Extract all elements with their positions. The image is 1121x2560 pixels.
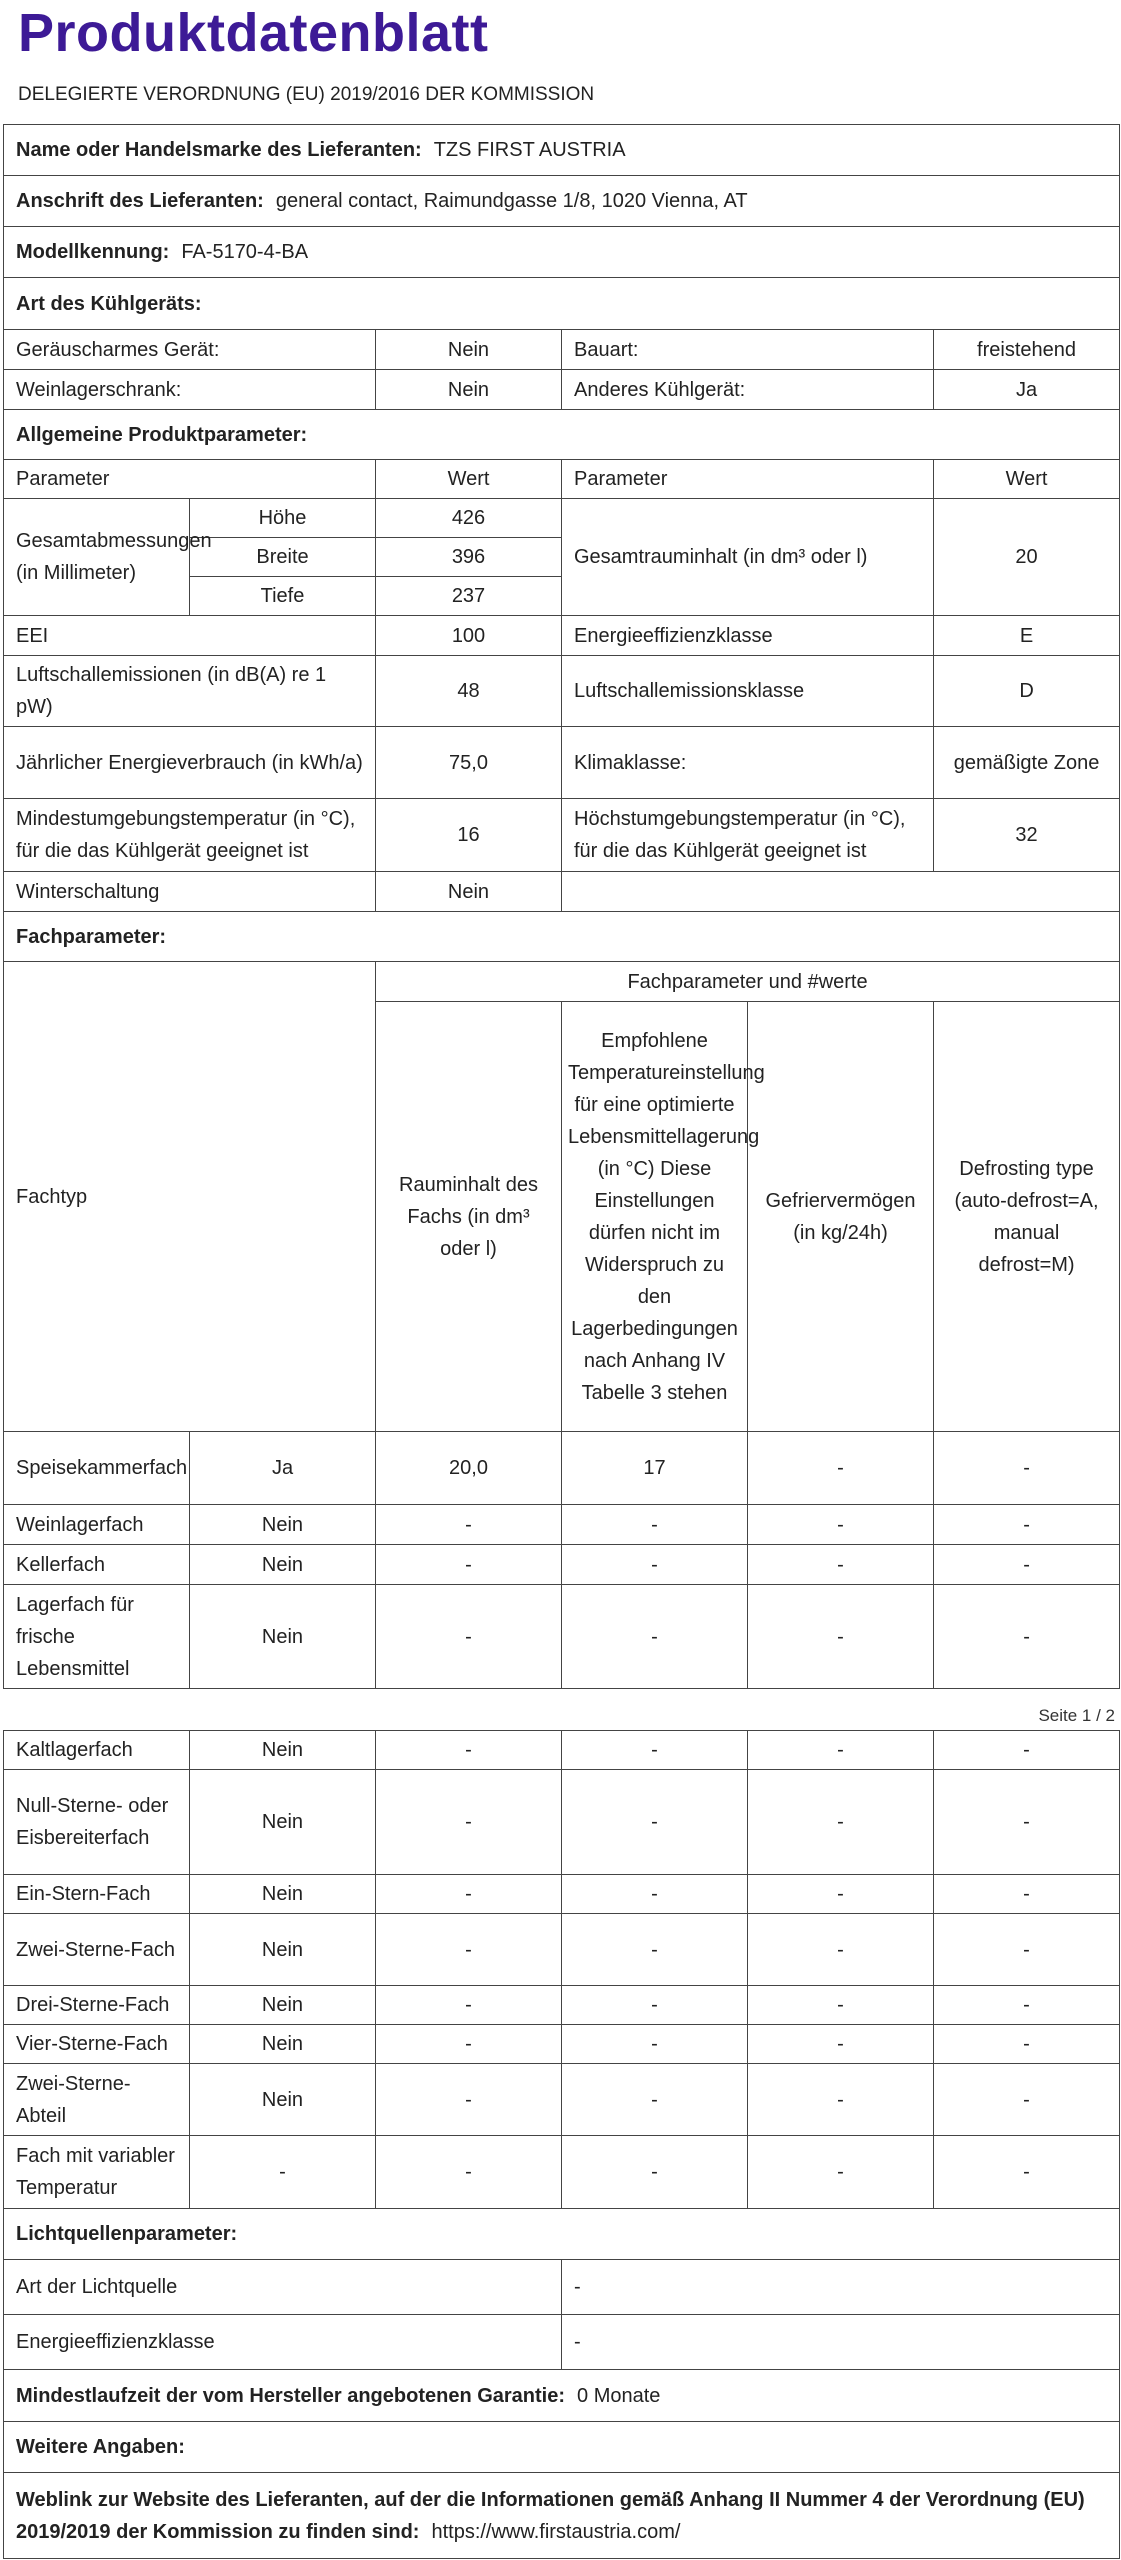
compartment-name: Speisekammerfach xyxy=(4,1432,190,1505)
compartments-group-header-row xyxy=(4,962,1120,1002)
appliance-type-row-2 xyxy=(4,370,1120,410)
min-temp-value: 16 xyxy=(376,799,562,872)
compartment-temperature: - xyxy=(562,1545,748,1585)
quiet-appliance-value: Nein xyxy=(376,330,562,370)
general-params-header-row xyxy=(4,460,1120,499)
compartment-freezing: - xyxy=(748,1986,934,2025)
compartment-defrost: - xyxy=(934,1914,1120,1986)
compartment-name: Weinlagerfach xyxy=(4,1505,190,1545)
dimensions-label: Gesamtabmessungen (in Millimeter) xyxy=(4,499,190,616)
winter-value: Nein xyxy=(376,872,562,912)
compartment-name: Zwei-Sterne-Abteil xyxy=(4,2064,190,2136)
product-sheet-table-page2 xyxy=(3,1730,1120,2559)
eei-value: 100 xyxy=(376,616,562,656)
compartment-volume: - xyxy=(376,2025,562,2064)
table-row xyxy=(4,2136,1120,2209)
consumption-row xyxy=(4,727,1120,799)
table-row xyxy=(4,1770,1120,1875)
compartment-present: - xyxy=(190,2136,376,2209)
compartment-present: Nein xyxy=(190,1875,376,1914)
energy-class-value: E xyxy=(934,616,1120,656)
compartment-freezing: - xyxy=(748,2136,934,2209)
compartment-temperature: - xyxy=(562,1585,748,1689)
wine-cabinet-label: Weinlagerschrank: xyxy=(4,370,376,410)
warranty-label: Mindestlaufzeit der vom Hersteller angebotenen Garantie: xyxy=(16,2384,566,2407)
ambient-temp-row xyxy=(4,799,1120,872)
compartment-defrost: - xyxy=(934,2025,1120,2064)
compartment-name: Fach mit variabler Temperatur xyxy=(4,2136,190,2209)
compartment-defrost: - xyxy=(934,1986,1120,2025)
table-row xyxy=(4,1432,1120,1505)
width-value: 396 xyxy=(376,538,562,577)
page-number: Seite 1 / 2 xyxy=(1038,1706,1115,1725)
supplier-address-value: general contact, Raimundgasse 1/8, 1020 Vienna, AT xyxy=(275,190,748,212)
compartment-present: Ja xyxy=(190,1432,376,1505)
compartment-temperature: - xyxy=(562,1986,748,2025)
table-row xyxy=(4,1545,1120,1585)
compartment-name: Lagerfach für frische Lebensmittel xyxy=(4,1585,190,1689)
compartment-freezing: - xyxy=(748,1505,934,1545)
compartment-defrost: - xyxy=(934,1432,1120,1505)
compartment-volume: - xyxy=(376,1875,562,1914)
compartment-present: Nein xyxy=(190,1505,376,1545)
param-header-left: Parameter xyxy=(4,460,376,499)
depth-value: 237 xyxy=(376,577,562,616)
climate-class-label: Klimaklasse: xyxy=(562,727,934,799)
compartment-name: Null-Sterne- oder Eisbereiterfach xyxy=(4,1770,190,1875)
height-value: 426 xyxy=(376,499,562,538)
quiet-appliance-label: Geräuscharmes Gerät: xyxy=(4,330,376,370)
compartment-volume: - xyxy=(376,1986,562,2025)
compartment-temperature: - xyxy=(562,1731,748,1770)
consumption-label: Jährlicher Energieverbrauch (in kWh/a) xyxy=(4,727,376,799)
noise-label: Luftschallemissionen (in dB(A) re 1 pW) xyxy=(4,656,376,727)
compartment-present: Nein xyxy=(190,1986,376,2025)
compartment-name: Kellerfach xyxy=(4,1545,190,1585)
compartment-volume: - xyxy=(376,2136,562,2209)
weblink-url[interactable]: https://www.firstaustria.com/ xyxy=(431,2520,681,2543)
compartment-defrost: - xyxy=(934,1505,1120,1545)
supplier-name-row xyxy=(4,125,1120,176)
further-info-heading: Weitere Angaben: xyxy=(4,2422,1120,2473)
table-row xyxy=(4,1914,1120,1986)
compartment-present: Nein xyxy=(190,2025,376,2064)
compartment-freezing: - xyxy=(748,2025,934,2064)
table-row xyxy=(4,1731,1120,1770)
winter-row xyxy=(4,872,1120,912)
climate-class-value: gemäßigte Zone xyxy=(934,727,1120,799)
model-value: FA-5170-4-BA xyxy=(181,241,309,263)
weblink-label: Weblink zur Website des Lieferanten, auf der die Informationen gemäß Anhang II Nummer 4 der Verordnung (EU) 2019/2019 der Kommission zu finden sind: xyxy=(16,2488,1085,2543)
compartment-temperature: 17 xyxy=(562,1432,748,1505)
compartment-freezing: - xyxy=(748,1432,934,1505)
appliance-type-heading: Art des Kühlgeräts: xyxy=(4,278,1120,330)
param-header-right: Parameter xyxy=(562,460,934,499)
compartment-temperature: - xyxy=(562,2025,748,2064)
col-header-volume: Rauminhalt des Fachs (in dm³ oder l) xyxy=(376,1002,562,1432)
compartment-volume: - xyxy=(376,1585,562,1689)
supplier-name-value: TZS FIRST AUSTRIA xyxy=(433,139,626,161)
compartment-freezing: - xyxy=(748,2064,934,2136)
supplier-name-label: Name oder Handelsmarke des Lieferanten: xyxy=(16,139,422,161)
light-source-heading: Lichtquellenparameter: xyxy=(4,2209,1120,2260)
width-label: Breite xyxy=(190,538,376,577)
compartment-volume: - xyxy=(376,1545,562,1585)
consumption-value: 75,0 xyxy=(376,727,562,799)
compartment-name: Zwei-Sterne-Fach xyxy=(4,1914,190,1986)
compartment-freezing: - xyxy=(748,1914,934,1986)
appliance-type-row-1 xyxy=(4,330,1120,370)
compartment-volume: - xyxy=(376,1505,562,1545)
supplier-address-row xyxy=(4,176,1120,227)
min-temp-label: Mindestumgebungstemperatur (in °C), für die das Kühlgerät geeignet ist xyxy=(4,799,376,872)
compartment-defrost: - xyxy=(934,2136,1120,2209)
compartment-temperature: - xyxy=(562,1770,748,1875)
model-row xyxy=(4,227,1120,278)
compartment-freezing: - xyxy=(748,1770,934,1875)
table-row xyxy=(4,2064,1120,2136)
compartment-volume: - xyxy=(376,1914,562,1986)
weblink-row xyxy=(4,2473,1120,2559)
compartment-present: Nein xyxy=(190,1731,376,1770)
compartment-defrost: - xyxy=(934,1731,1120,1770)
compartment-defrost: - xyxy=(934,1585,1120,1689)
max-temp-label: Höchstumgebungstemperatur (in °C), für die das Kühlgerät geeignet ist xyxy=(562,799,934,872)
compartment-present: Nein xyxy=(190,1545,376,1585)
compartment-temperature: - xyxy=(562,2064,748,2136)
compartment-present: Nein xyxy=(190,1770,376,1875)
value-header-left: Wert xyxy=(376,460,562,499)
compartment-defrost: - xyxy=(934,1875,1120,1914)
compartment-volume: - xyxy=(376,2064,562,2136)
model-label: Modellkennung: xyxy=(16,241,170,263)
light-class-value: - xyxy=(562,2315,1120,2370)
compartment-volume: 20,0 xyxy=(376,1432,562,1505)
eei-row xyxy=(4,616,1120,656)
light-class-row xyxy=(4,2315,1120,2370)
table-row xyxy=(4,2025,1120,2064)
compartment-present: Nein xyxy=(190,1914,376,1986)
total-volume-value: 20 xyxy=(934,499,1120,616)
wine-cabinet-value: Nein xyxy=(376,370,562,410)
winter-label: Winterschaltung xyxy=(4,872,376,912)
compartment-name: Ein-Stern-Fach xyxy=(4,1875,190,1914)
construction-label: Bauart: xyxy=(562,330,934,370)
noise-value: 48 xyxy=(376,656,562,727)
noise-row xyxy=(4,656,1120,727)
compartment-volume: - xyxy=(376,1770,562,1875)
value-header-right: Wert xyxy=(934,460,1120,499)
noise-class-value: D xyxy=(934,656,1120,727)
compartment-name: Drei-Sterne-Fach xyxy=(4,1986,190,2025)
construction-value: freistehend xyxy=(934,330,1120,370)
compartments-heading: Fachparameter: xyxy=(4,912,1120,962)
compartment-present: Nein xyxy=(190,1585,376,1689)
col-header-temperature: Empfohlene Temperatureinstellung für eine optimierte Lebensmittellagerung (in °C) Diese Einstellungen dürfen nicht im Widerspruch zu den Lagerbedingungen nach Anhang IV Tabelle 3 stehen xyxy=(562,1002,748,1432)
table-row xyxy=(4,1505,1120,1545)
noise-class-label: Luftschallemissionsklasse xyxy=(562,656,934,727)
compartment-present: Nein xyxy=(190,2064,376,2136)
compartment-temperature: - xyxy=(562,1505,748,1545)
compartment-defrost: - xyxy=(934,2064,1120,2136)
col-header-freezing: Gefriervermögen (in kg/24h) xyxy=(748,1002,934,1432)
warranty-value: 0 Monate xyxy=(577,2384,661,2407)
height-label: Höhe xyxy=(190,499,376,538)
compartment-freezing: - xyxy=(748,1585,934,1689)
table-row xyxy=(4,1585,1120,1689)
eei-label: EEI xyxy=(4,616,376,656)
compartment-freezing: - xyxy=(748,1545,934,1585)
compartment-freezing: - xyxy=(748,1875,934,1914)
light-type-label: Art der Lichtquelle xyxy=(4,2260,562,2315)
max-temp-value: 32 xyxy=(934,799,1120,872)
general-params-heading: Allgemeine Produktparameter: xyxy=(4,410,1120,460)
other-appliance-label: Anderes Kühlgerät: xyxy=(562,370,934,410)
dimensions-row-height xyxy=(4,499,1120,538)
energy-class-label: Energieeffizienzklasse xyxy=(562,616,934,656)
compartment-temperature: - xyxy=(562,1875,748,1914)
total-volume-label: Gesamtrauminhalt (in dm³ oder l) xyxy=(562,499,934,616)
compartment-freezing: - xyxy=(748,1731,934,1770)
warranty-row xyxy=(4,2370,1120,2422)
compartment-defrost: - xyxy=(934,1770,1120,1875)
supplier-address-label: Anschrift des Lieferanten: xyxy=(16,190,264,212)
depth-label: Tiefe xyxy=(190,577,376,616)
col-header-defrost: Defrosting type (auto-defrost=A, manual defrost=M) xyxy=(934,1002,1120,1432)
table-row xyxy=(4,1986,1120,2025)
product-sheet-table-page1 xyxy=(3,124,1120,1689)
compartment-defrost: - xyxy=(934,1545,1120,1585)
table-row xyxy=(4,1875,1120,1914)
compartment-temperature: - xyxy=(562,2136,748,2209)
regulation-subtitle: DELEGIERTE VERORDNUNG (EU) 2019/2016 DER KOMMISSION xyxy=(18,84,595,105)
compartment-name: Kaltlagerfach xyxy=(4,1731,190,1770)
compartment-name: Vier-Sterne-Fach xyxy=(4,2025,190,2064)
compartment-params-group-header: Fachparameter und #werte xyxy=(376,962,1120,1002)
light-type-row xyxy=(4,2260,1120,2315)
compartment-volume: - xyxy=(376,1731,562,1770)
other-appliance-value: Ja xyxy=(934,370,1120,410)
light-type-value: - xyxy=(562,2260,1120,2315)
winter-empty-cell xyxy=(562,872,1120,912)
page-title: Produktdatenblatt xyxy=(18,3,489,63)
compartment-type-header: Fachtyp xyxy=(4,962,376,1432)
compartment-temperature: - xyxy=(562,1914,748,1986)
light-class-label: Energieeffizienzklasse xyxy=(4,2315,562,2370)
